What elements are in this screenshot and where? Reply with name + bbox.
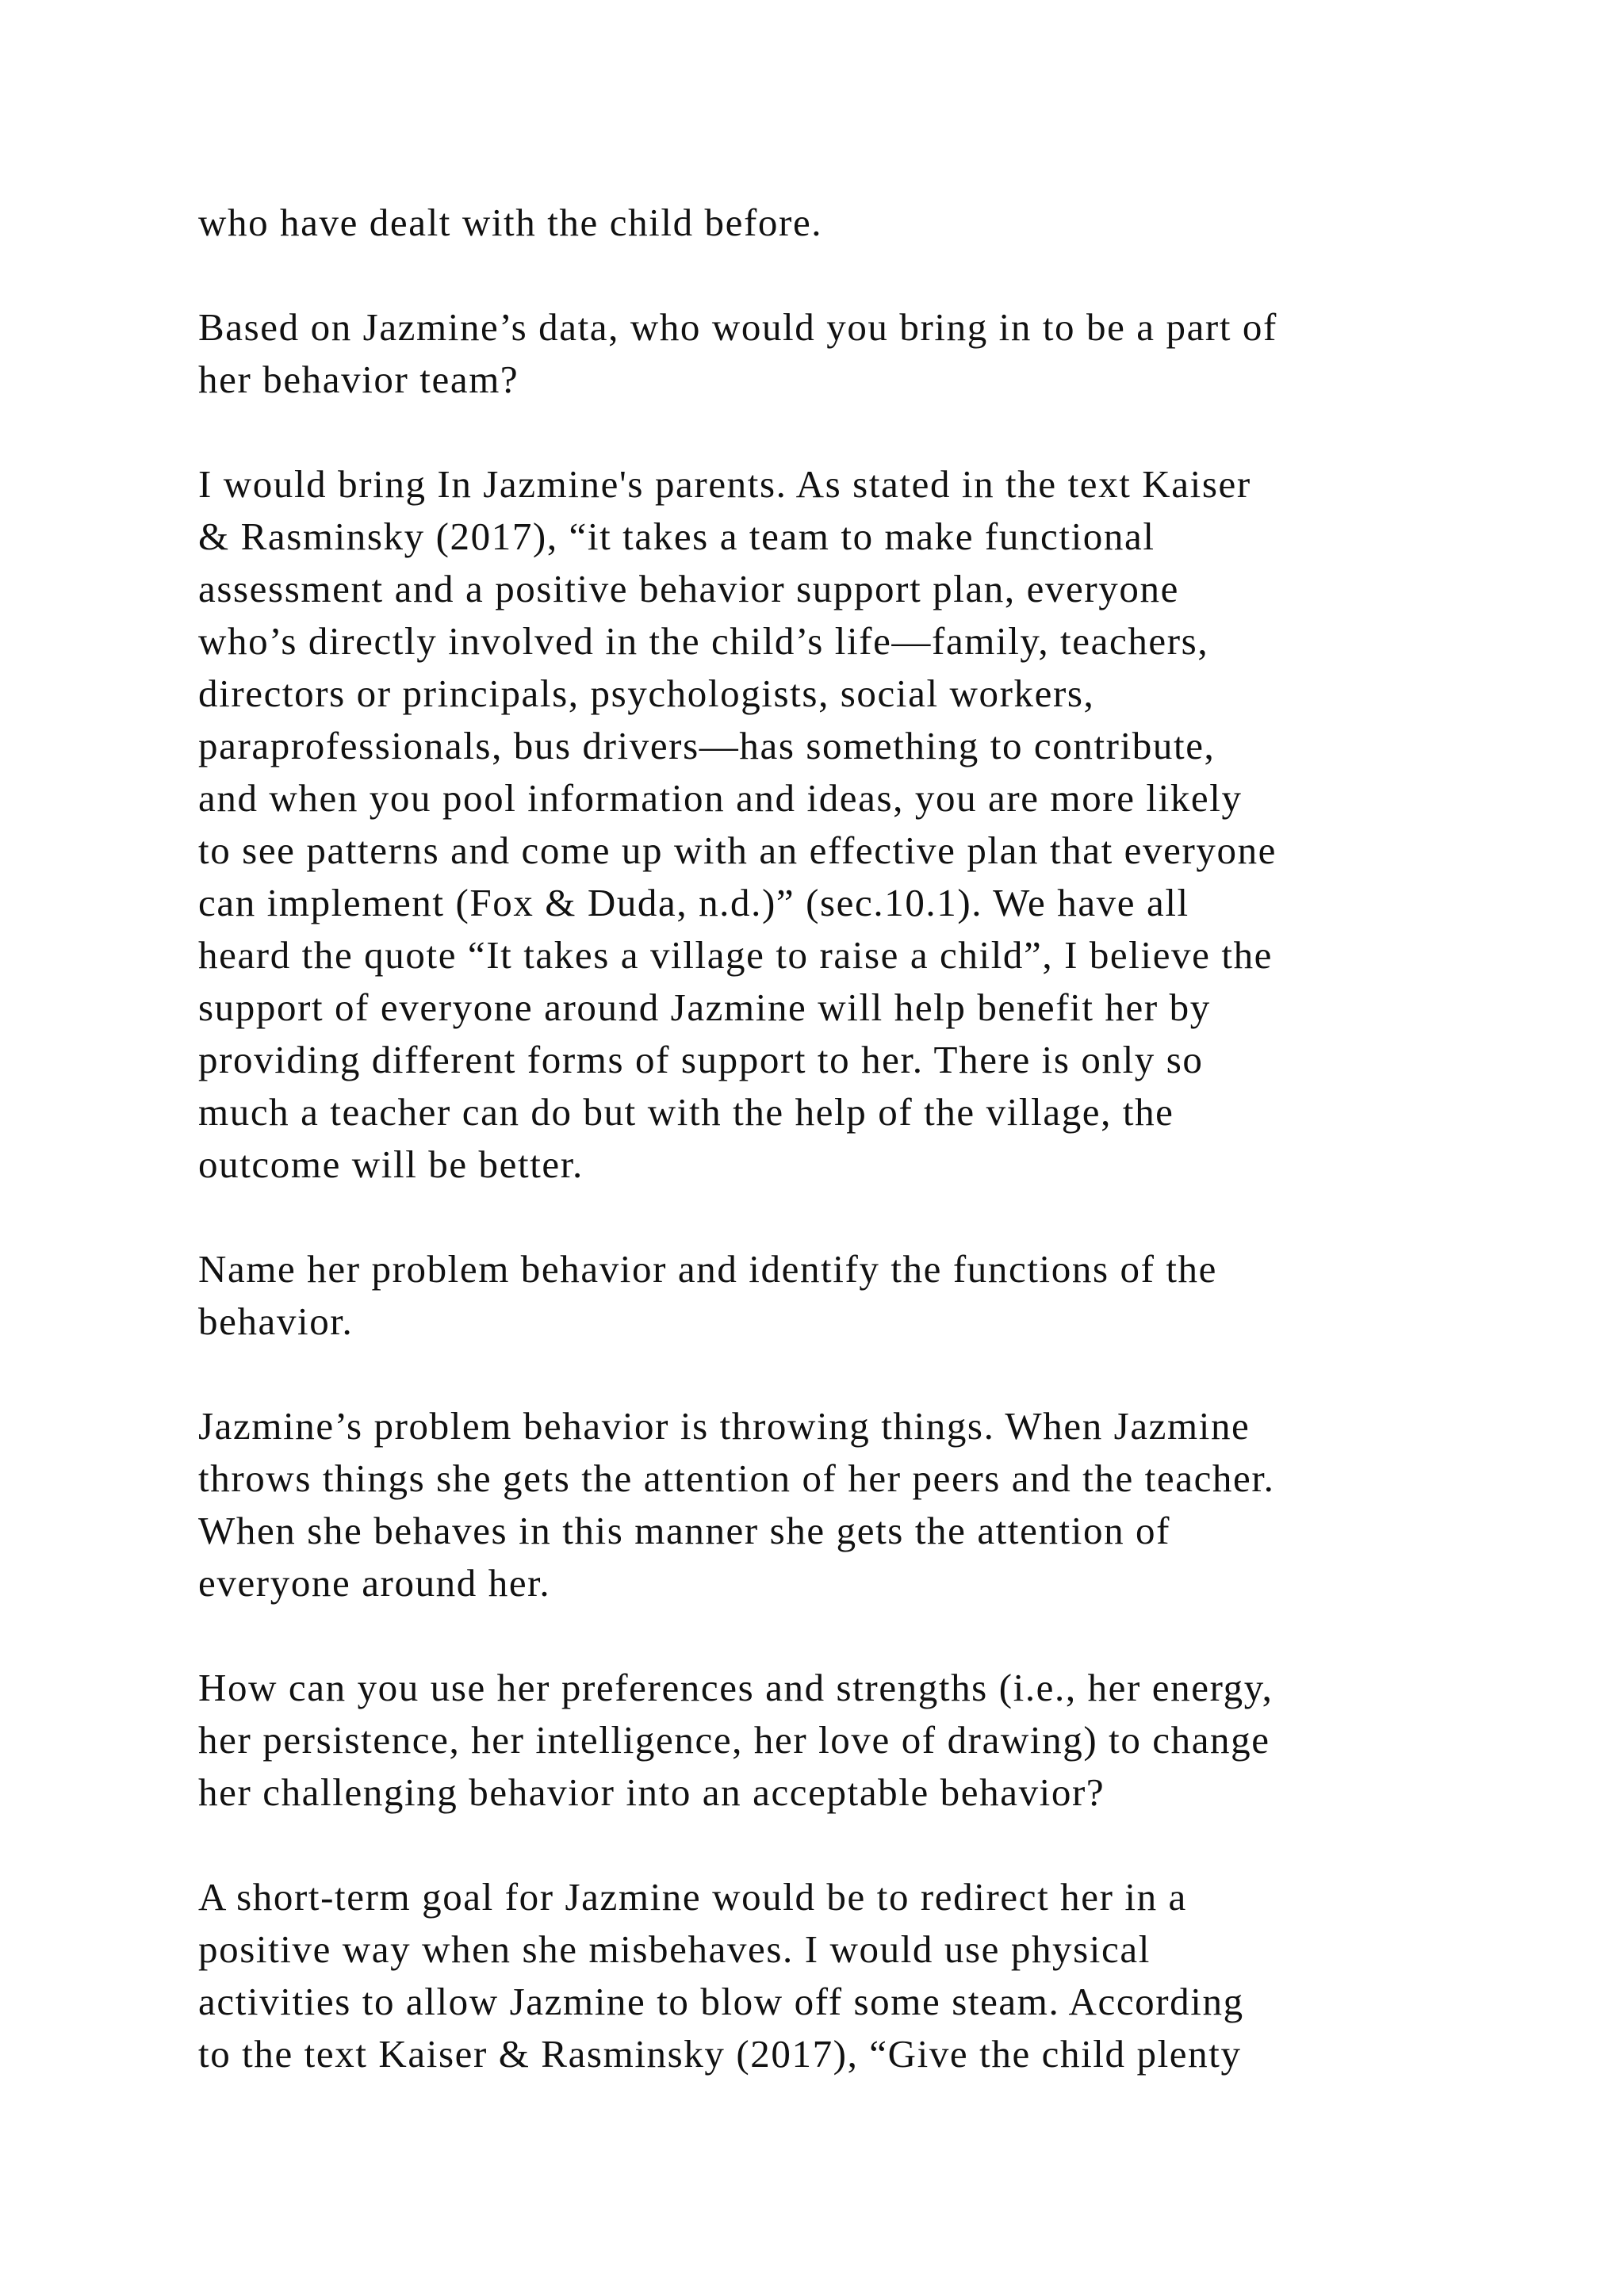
- text-line: Name her problem behavior and identify the functions of the: [198, 1247, 1217, 1291]
- question-behavior-team: [198, 301, 1467, 406]
- text-line: and when you pool information and ideas, you are more likely: [198, 776, 1243, 820]
- text-line: can implement (Fox & Duda, n.d.)” (sec.10.1). We have all: [198, 881, 1189, 924]
- document-body: [198, 197, 1467, 2133]
- text-line: Jazmine’s problem behavior is throwing things. When Jazmine: [198, 1404, 1251, 1448]
- text-line: behavior.: [198, 1299, 354, 1343]
- text-line: A short-term goal for Jazmine would be to redirect her in a: [198, 1875, 1187, 1919]
- text-line: her persistence, her intelligence, her love of drawing) to change: [198, 1718, 1270, 1762]
- answer-behavior-team: [198, 458, 1467, 1191]
- text-line: outcome will be better.: [198, 1142, 584, 1186]
- text-line: to the text Kaiser & Rasminsky (2017), “Give the child plenty: [198, 2032, 1242, 2076]
- text-line: paraprofessionals, bus drivers—has something to contribute,: [198, 724, 1216, 767]
- text-line: & Rasminsky (2017), “it takes a team to make functional: [198, 515, 1155, 558]
- answer-short-term-goal: [198, 1871, 1467, 2080]
- answer-problem-behavior: [198, 1400, 1467, 1609]
- question-problem-behavior: [198, 1243, 1467, 1348]
- text-line: activities to allow Jazmine to blow off some steam. According: [198, 1980, 1244, 2023]
- text-line: Based on Jazmine’s data, who would you bring in to be a part of: [198, 305, 1277, 349]
- text-line: to see patterns and come up with an effective plan that everyone: [198, 828, 1277, 872]
- text-line: everyone around her.: [198, 1561, 551, 1605]
- text-line: who’s directly involved in the child’s life—family, teachers,: [198, 619, 1209, 663]
- text-line: assessment and a positive behavior support plan, everyone: [198, 567, 1179, 610]
- question-preferences-strengths: [198, 1662, 1467, 1819]
- text-line: her behavior team?: [198, 358, 519, 401]
- text-line: heard the quote “It takes a village to raise a child”, I believe the: [198, 933, 1274, 977]
- text-line: support of everyone around Jazmine will help benefit her by: [198, 985, 1211, 1029]
- text-line: much a teacher can do but with the help of the village, the: [198, 1090, 1174, 1134]
- text-line: positive way when she misbehaves. I would use physical: [198, 1927, 1151, 1971]
- text-line: When she behaves in this manner she gets the attention of: [198, 1509, 1171, 1552]
- text-line: directors or principals, psychologists, social workers,: [198, 672, 1095, 715]
- text-line: her challenging behavior into an acceptable behavior?: [198, 1770, 1105, 1814]
- text-line: who have dealt with the child before.: [198, 201, 823, 244]
- text-line: How can you use her preferences and strengths (i.e., her energy,: [198, 1666, 1274, 1709]
- text-line: throws things she gets the attention of her peers and the teacher.: [198, 1456, 1275, 1500]
- text-line: I would bring In Jazmine's parents. As stated in the text Kaiser: [198, 462, 1251, 506]
- paragraph-continuation: [198, 197, 1467, 249]
- text-line: providing different forms of support to her. There is only so: [198, 1038, 1204, 1081]
